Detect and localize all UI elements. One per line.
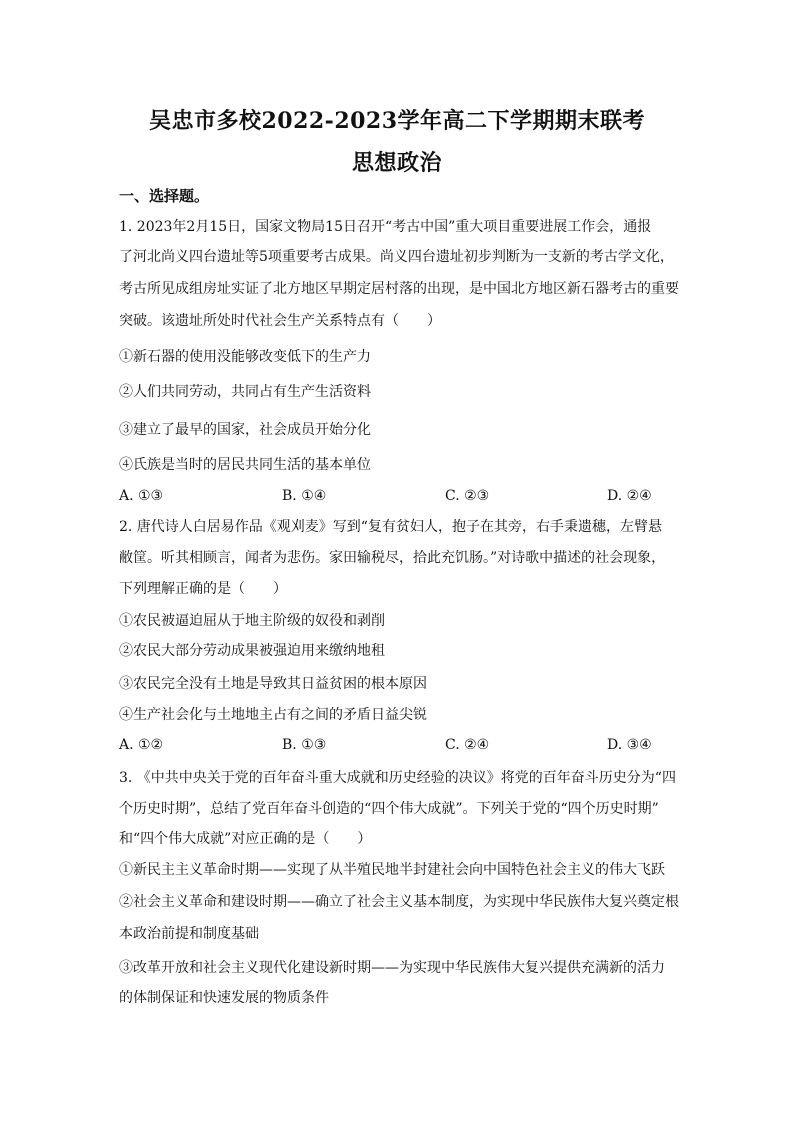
q3-item-2-cont: 本政治前提和制度基础 [119, 926, 259, 942]
q3-stem-line-2: 个历史时期”，总结了党百年奋斗创造的“四个伟大成就”。下列关于党的“四个历史时期” [119, 801, 659, 817]
q1-option-c: C. ②③ [445, 488, 490, 504]
q1-item-1: ①新石器的使用没能够改变低下的生产力 [119, 349, 371, 365]
q1-stem-line-3: 考古所见成组房址实证了北方地区早期定居村落的出现，是中国北方地区新石器考古的重要 [119, 281, 679, 297]
q3-item-3-cont: 的体制保证和快速发展的物质条件 [119, 990, 329, 1006]
q2-option-a: A. ①② [119, 737, 164, 753]
q2-options [119, 735, 679, 755]
q1-item-2: ②人们共同劳动，共同占有生产生活资料 [119, 384, 371, 400]
q3-item-1: ①新民主主义革命时期——实现了从半殖民地半封建社会向中国特色社会主义的伟大飞跃 [119, 862, 665, 878]
q3-stem-line-1: 3. 《中共中央关于党的百年奋斗重大成就和历史经验的决议》将党的百年奋斗历史分为“四 [119, 770, 676, 786]
q2-stem-line-2: 敝筐。听其相顾言，闻者为悲伤。家田输税尽，拾此充饥肠。”对诗歌中描述的社会现象， [119, 550, 666, 566]
q2-option-c: C. ②④ [445, 737, 490, 753]
q2-option-d: D. ③④ [607, 737, 652, 753]
q2-stem-line-1: 2. 唐代诗人白居易作品《观刈麦》写到“复有贫妇人，抱子在其旁，右手秉遗穗，左臂悬 [119, 519, 662, 535]
q3-item-2: ②社会主义革命和建设时期——确立了社会主义基本制度，为实现中华民族伟大复兴奠定根 [119, 894, 679, 910]
q1-stem-line-2: 了河北尚义四台遗址等5项重要考古成果。尚义四台遗址初步判断为一支新的考古学文化， [119, 249, 674, 265]
q1-stem-line-4: 突破。该遗址所处时代社会生产关系特点有（ ） [119, 313, 441, 329]
q1-option-a: A. ①③ [119, 488, 164, 504]
q2-option-b: B. ①③ [282, 737, 327, 753]
q1-option-d: D. ②④ [607, 488, 652, 504]
q1-stem-line-1: 1. 2023年2月15日，国家文物局15日召开“考古中国”重大项目重要进展工作会，通报 [119, 219, 652, 235]
q2-item-3: ③农民完全没有土地是导致其日益贫困的根本原因 [119, 676, 427, 692]
q3-stem-line-3: 和“四个伟大成就”对应正确的是（ ） [119, 831, 372, 847]
q1-item-3: ③建立了最早的国家，社会成员开始分化 [119, 422, 371, 438]
q3-item-3: ③改革开放和社会主义现代化建设新时期——为实现中华民族伟大复兴提供充满新的活力 [119, 960, 665, 976]
q1-item-4: ④氏族是当时的居民共同生活的基本单位 [119, 457, 371, 473]
exam-title: 吴忠市多校2022-2023学年高二下学期期末联考 [148, 108, 646, 134]
q2-item-4: ④生产社会化与土地地主占有之间的矛盾日益尖锐 [119, 707, 427, 723]
q2-stem-line-3: 下列理解正确的是（ ） [119, 581, 287, 597]
section-heading: 一、选择题。 [119, 187, 210, 205]
q2-item-2: ②农民大部分劳动成果被强迫用来缴纳地租 [119, 643, 385, 659]
q2-item-1: ①农民被逼迫屈从于地主阶级的奴役和剥削 [119, 613, 385, 629]
exam-subject: 思想政治 [351, 150, 442, 176]
q1-option-b: B. ①④ [282, 488, 327, 504]
q1-options [119, 486, 679, 506]
